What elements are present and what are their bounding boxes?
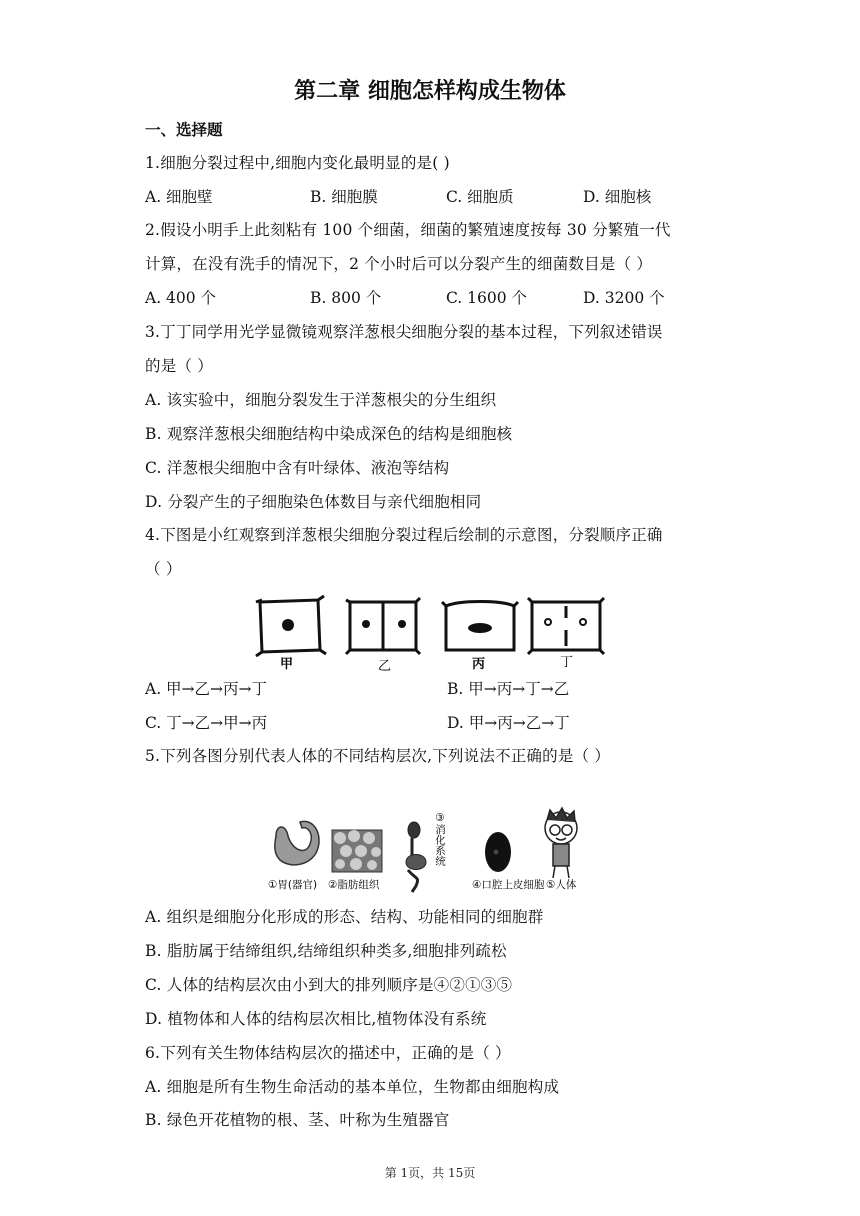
q3-option-d: D. 分裂产生的子细胞染色体数目与亲代细胞相同 xyxy=(145,493,482,511)
q4-stem-line1: 4.下图是小红观察到洋葱根尖细胞分裂过程后绘制的示意图，分裂顺序正确 xyxy=(145,526,663,544)
cell-ding-nucleus-right xyxy=(580,619,586,625)
figure-label-stomach: ①胃(器官) xyxy=(268,879,318,891)
q4-option-b: B. 甲→丙→丁→乙 xyxy=(447,680,570,698)
digestive-system-icon xyxy=(406,822,426,892)
cell-yi-drawing xyxy=(346,598,420,654)
q6-option-b: B. 绿色开花植物的根、茎、叶称为生殖器官 xyxy=(145,1111,450,1129)
figure-label-human-body: ⑤人体 xyxy=(546,879,577,891)
q1-stem: 1.细胞分裂过程中,细胞内变化最明显的是( ) xyxy=(145,154,450,172)
q5-option-d: D. 植物体和人体的结构层次相比,植物体没有系统 xyxy=(145,1010,487,1028)
q2-option-c: C. 1600 个 xyxy=(446,289,528,307)
cell-yi-nucleus-right xyxy=(398,620,406,628)
q3-option-b: B. 观察洋葱根尖细胞结构中染成深色的结构是细胞核 xyxy=(145,425,513,443)
q2-stem-line1: 2.假设小明手上此刻粘有 100 个细菌，细菌的繁殖速度按每 30 分繁殖一代 xyxy=(145,221,671,239)
stomach-icon xyxy=(275,821,319,865)
cell-jia-nucleus xyxy=(282,619,294,631)
figure-label-fat-tissue: ②脂肪组织 xyxy=(328,879,380,891)
q1-option-d: D. 细胞核 xyxy=(583,188,652,206)
q4-option-d: D. 甲→丙→乙→丁 xyxy=(447,714,570,732)
cell-bing-dividing-nucleus xyxy=(468,623,492,633)
body-structure-figure xyxy=(266,806,596,894)
cell-division-figure xyxy=(250,592,610,674)
q2-option-b: B. 800 个 xyxy=(310,289,382,307)
q1-option-b: B. 细胞膜 xyxy=(310,188,378,206)
cell-ding-nucleus-left xyxy=(545,619,551,625)
q5-option-b: B. 脂肪属于结缔组织,结缔组织种类多,细胞排列疏松 xyxy=(145,942,507,960)
page-title: 第二章 细胞怎样构成生物体 xyxy=(294,79,566,104)
figure-label-digestive-system: ③消化系统 xyxy=(434,812,446,866)
figure-label-cheek-cell: ④口腔上皮细胞 xyxy=(472,879,545,891)
figure-label-ding: 丁 xyxy=(560,655,574,670)
page-footer: 第 1页，共 15页 xyxy=(384,1166,476,1180)
q1-option-a: A. 细胞壁 xyxy=(145,188,213,206)
q4-stem-line2: （ ） xyxy=(145,560,182,578)
q3-stem-line1: 3.丁丁同学用光学显微镜观察洋葱根尖细胞分裂的基本过程，下列叙述错误 xyxy=(145,323,663,341)
fat-tissue-icon xyxy=(332,830,382,872)
q4-option-c: C. 丁→乙→甲→丙 xyxy=(145,714,268,732)
figure-label-yi: 乙 xyxy=(378,659,392,674)
q2-stem-line2: 计算，在没有洗手的情况下，2 个小时后可以分裂产生的细菌数目是（ ） xyxy=(145,255,653,273)
q6-stem: 6.下列有关生物体结构层次的描述中，正确的是（ ） xyxy=(145,1044,511,1062)
q5-option-c: C. 人体的结构层次由小到大的排列顺序是④②①③⑤ xyxy=(145,976,513,994)
section-heading: 一、选择题 xyxy=(145,121,223,139)
q3-stem-line2: 的是（ ） xyxy=(145,357,213,375)
q2-option-d: D. 3200 个 xyxy=(583,289,665,307)
q5-stem: 5.下列各图分别代表人体的不同结构层次,下列说法不正确的是（ ） xyxy=(145,747,611,765)
cell-ding-drawing xyxy=(528,598,604,654)
q6-option-a: A. 细胞是所有生物生命活动的基本单位，生物都由细胞构成 xyxy=(145,1078,560,1096)
q2-option-a: A. 400 个 xyxy=(145,289,217,307)
q5-option-a: A. 组织是细胞分化形成的形态、结构、功能相同的细胞群 xyxy=(145,908,544,926)
human-body-icon xyxy=(545,808,577,878)
figure-label-jia: 甲 xyxy=(280,657,294,672)
figure-label-bing: 丙 xyxy=(472,657,486,672)
cheek-cell-nucleus xyxy=(494,850,499,855)
q4-option-a: A. 甲→乙→丙→丁 xyxy=(145,680,268,698)
q3-option-c: C. 洋葱根尖细胞中含有叶绿体、液泡等结构 xyxy=(145,459,450,477)
q3-option-a: A. 该实验中，细胞分裂发生于洋葱根尖的分生组织 xyxy=(145,391,497,409)
cell-yi-nucleus-left xyxy=(362,620,370,628)
q1-option-c: C. 细胞质 xyxy=(446,188,514,206)
